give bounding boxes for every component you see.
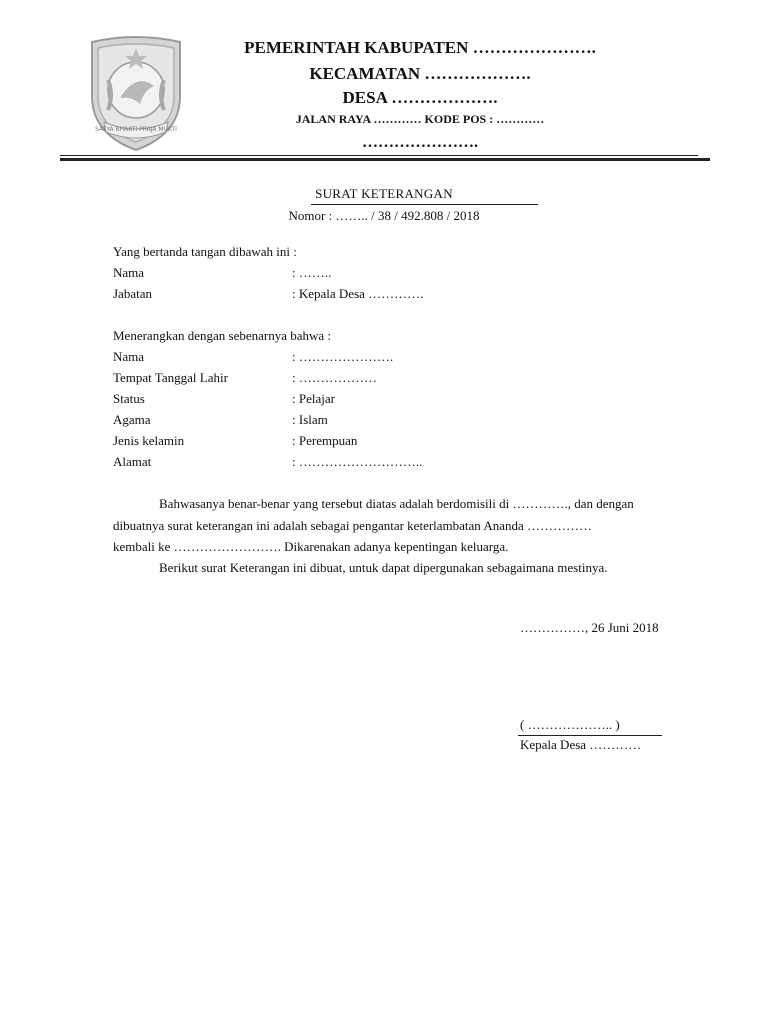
- closing-date: ……………, 26 Juni 2018: [520, 620, 659, 635]
- signature-underline: [518, 735, 662, 736]
- subject-intro: Menerangkan dengan sebenarnya bahwa :: [113, 328, 332, 343]
- subject-gender-value: : Perempuan: [292, 433, 358, 448]
- subject-status-label: Status: [113, 391, 145, 406]
- letterhead-placeholder: ………………….: [362, 134, 478, 151]
- letterhead-district: KECAMATAN ……………….: [309, 64, 531, 83]
- document-title: SURAT KETERANGAN: [315, 186, 453, 201]
- body-line-2: dibuatnya surat keterangan ini adalah sebagai pengantar keterlambatan Ananda ……………: [113, 518, 593, 533]
- subject-birth-label: Tempat Tanggal Lahir: [113, 370, 228, 385]
- subject-address-label: Alamat: [113, 454, 152, 469]
- title-underline: [311, 204, 538, 205]
- signer-intro: Yang bertanda tangan dibawah ini :: [113, 244, 297, 259]
- subject-name-label: Nama: [113, 349, 145, 364]
- letterhead-village: DESA ……………….: [342, 88, 498, 107]
- document-number: Nomor : …….. / 38 / 492.808 / 2018: [288, 208, 480, 223]
- subject-religion-label: Agama: [113, 412, 151, 427]
- letterhead-address: JALAN RAYA ………… KODE POS : …………: [295, 112, 545, 126]
- body-line-3: kembali ke ……………………. Dikarenakan adanya kepentingan keluarga.: [113, 539, 509, 554]
- subject-status-value: : Pelajar: [292, 391, 335, 406]
- subject-address-value: : ………………………..: [292, 454, 423, 469]
- subject-birth-value: : ………………: [292, 370, 377, 385]
- body-line-1: Bahwasanya benar-benar yang tersebut diatas adalah berdomisili di …………., dan dengan: [159, 496, 634, 511]
- subject-religion-value: : Islam: [292, 412, 328, 427]
- signature-position: Kepala Desa …………: [520, 737, 642, 752]
- signer-position-value: : Kepala Desa ………….: [292, 286, 424, 301]
- signer-name-value: : ……..: [292, 265, 332, 280]
- letterhead-thick-rule: [60, 158, 710, 161]
- signer-name-label: Nama: [113, 265, 145, 280]
- subject-name-value: : ………………….: [292, 349, 394, 364]
- subject-gender-label: Jenis kelamin: [113, 433, 185, 448]
- logo-motto: SATYA BHAKTI PRAJA MUKTI: [95, 126, 177, 133]
- signer-position-label: Jabatan: [113, 286, 152, 301]
- body-line-4: Berikut surat Keterangan ini dibuat, untuk dapat dipergunakan sebagaimana mestinya.: [159, 560, 608, 575]
- signature-name-placeholder: ( ……………….. ): [520, 717, 620, 732]
- letterhead-regency: PEMERINTAH KABUPATEN ………………….: [244, 38, 596, 57]
- letterhead-thin-rule: [60, 155, 698, 156]
